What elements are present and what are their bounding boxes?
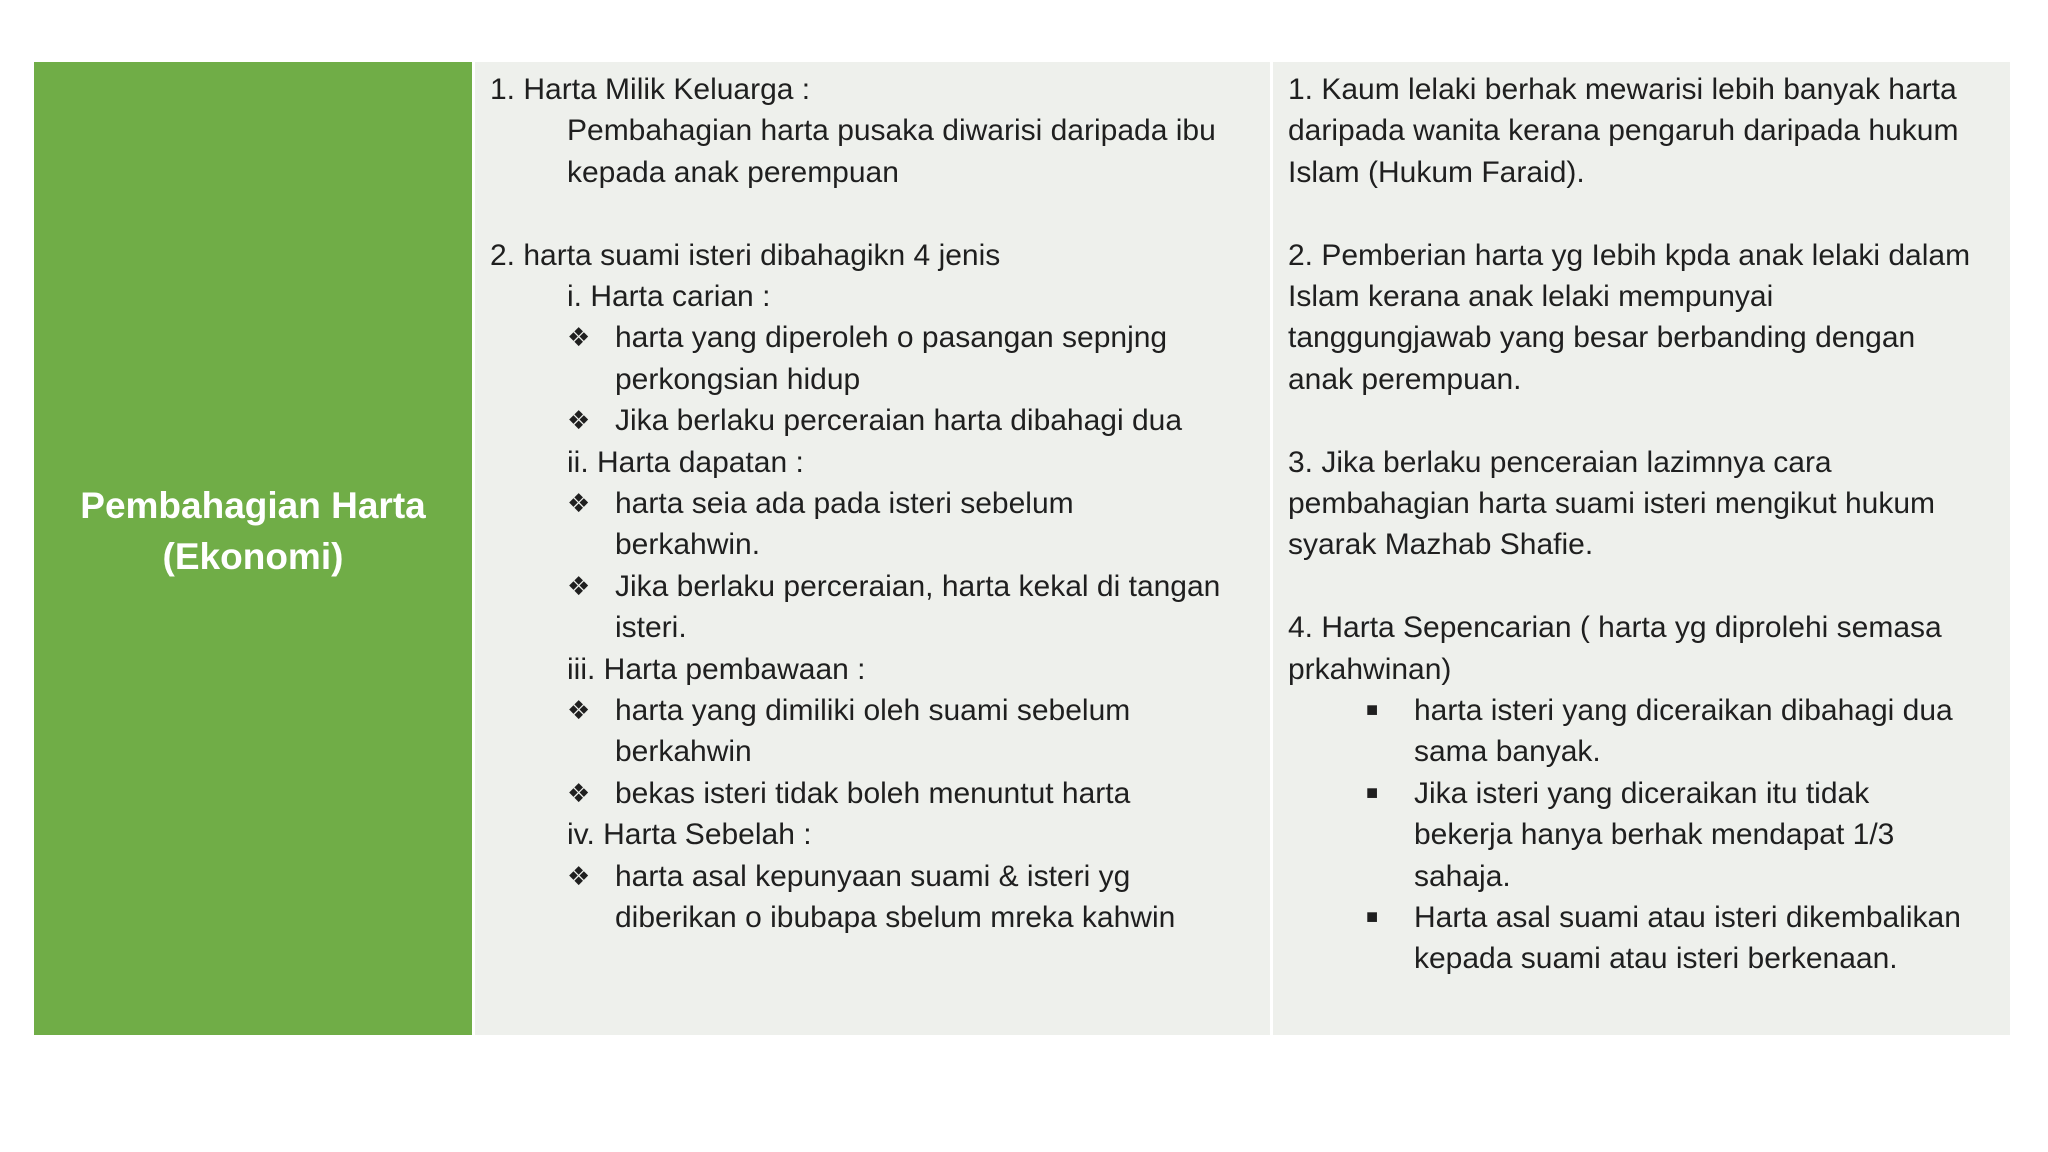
topic-title-line-1: Pembahagian Harta (80, 485, 426, 526)
bullet-text-line: harta yang dimiliki oleh suami sebelum (615, 694, 1131, 728)
sub-heading-iii: iii. Harta pembawaan : (567, 652, 866, 686)
diamond-bullet-icon: ❖ (567, 570, 591, 601)
bullet-text-line: Jika berlaku perceraian, harta kekal di tangan (615, 569, 1221, 603)
bullet-text-line: sahaja. (1414, 859, 1511, 893)
bullet-text-line: harta seia ada pada isteri sebelum (615, 487, 1074, 521)
list-item (490, 317, 1260, 400)
list-item (490, 690, 1260, 773)
list-item (1288, 773, 2002, 897)
adat-perpatih-cell (475, 62, 1270, 1035)
square-bullet-icon: ■ (1366, 906, 1379, 929)
diamond-bullet-icon: ❖ (567, 405, 591, 436)
paragraph-line: syarak Mazhab Shafie. (1288, 528, 1594, 562)
bullet-text-line: sama banyak. (1414, 735, 1601, 769)
square-bullet-icon: ■ (1366, 781, 1379, 804)
sub-heading-ii: ii. Harta dapatan : (567, 445, 804, 479)
bullet-text-line: diberikan o ibubapa sbelum mreka kahwin (615, 901, 1176, 935)
bullet-text-line: Harta asal suami atau isteri dikembalikan (1414, 901, 1961, 935)
list-item (490, 483, 1260, 566)
sub-heading-i: i. Harta carian : (567, 280, 771, 314)
item-1-heading: 1. Harta Milik Keluarga : (490, 73, 811, 106)
paragraph-line: daripada wanita kerana pengaruh daripada hukum (1288, 114, 1959, 148)
paragraph-line: 4. Harta Sepencarian ( harta yg diprolehi semasa (1288, 611, 1942, 645)
bullet-text-line: Jika isteri yang diceraikan itu tidak (1414, 776, 1870, 810)
diamond-bullet-icon: ❖ (567, 777, 591, 808)
list-item (1288, 897, 2002, 980)
islam-cell (1273, 62, 2010, 1035)
paragraph-line: anak perempuan. (1288, 362, 1522, 396)
diamond-bullet-icon: ❖ (567, 322, 591, 353)
paragraph-line: 1. Kaum lelaki berhak mewarisi lebih banyak harta (1288, 73, 1957, 106)
item-1-body-line: Pembahagian harta pusaka diwarisi daripada ibu (567, 114, 1216, 148)
bullet-text-line: isteri. (615, 611, 687, 645)
paragraph-line: pembahagian harta suami isteri mengikut hukum (1288, 487, 1936, 521)
list-item (1288, 690, 2002, 773)
item-1-body (490, 110, 1260, 193)
bullet-text-line: berkahwin (615, 735, 752, 769)
list-item (490, 400, 1260, 441)
diamond-bullet-icon: ❖ (567, 488, 591, 519)
bullet-text-line: harta isteri yang diceraikan dibahagi dua (1414, 694, 1953, 728)
item-2-heading: 2. harta suami isteri dibahagikn 4 jenis (490, 238, 1001, 272)
paragraph-line: tanggungjawab yang besar berbanding dengan (1288, 321, 1916, 355)
item-1-body-line: kepada anak perempuan (567, 155, 899, 189)
list-item (490, 773, 1260, 814)
bullet-text-line: bekerja hanya berhak mendapat 1/3 (1414, 818, 1895, 852)
bullet-text-line: bekas isteri tidak boleh menuntut harta (615, 776, 1131, 810)
topic-title (80, 480, 425, 582)
topic-title-line-2: (Ekonomi) (162, 536, 344, 577)
square-bullet-icon: ■ (1366, 699, 1379, 722)
bullet-text-line: harta asal kepunyaan suami & isteri yg (615, 859, 1131, 893)
content-table (34, 62, 2010, 1035)
paragraph-line: Islam kerana anak lelaki mempunyai (1288, 280, 1774, 314)
bullet-text-line: berkahwin. (615, 528, 761, 562)
paragraph-line: 2. Pemberian harta yg Iebih kpda anak lelaki dalam (1288, 238, 1971, 272)
paragraph-line: 3. Jika berlaku penceraian lazimnya cara (1288, 445, 1832, 479)
diamond-bullet-icon: ❖ (567, 860, 591, 891)
bullet-text-line: Jika berlaku perceraian harta dibahagi dua (615, 404, 1183, 438)
sub-heading-iv: iv. Harta Sebelah : (567, 818, 812, 852)
list-item (490, 566, 1260, 649)
paragraph-line: Islam (Hukum Faraid). (1288, 155, 1585, 189)
topic-cell (34, 62, 472, 1035)
bullet-text-line: perkongsian hidup (615, 362, 861, 396)
bullet-text-line: harta yang diperoleh o pasangan sepnjng (615, 321, 1168, 355)
list-item (490, 856, 1260, 939)
diamond-bullet-icon: ❖ (567, 695, 591, 726)
paragraph-line: prkahwinan) (1288, 652, 1452, 686)
bullet-text-line: kepada suami atau isteri berkenaan. (1414, 942, 1898, 976)
